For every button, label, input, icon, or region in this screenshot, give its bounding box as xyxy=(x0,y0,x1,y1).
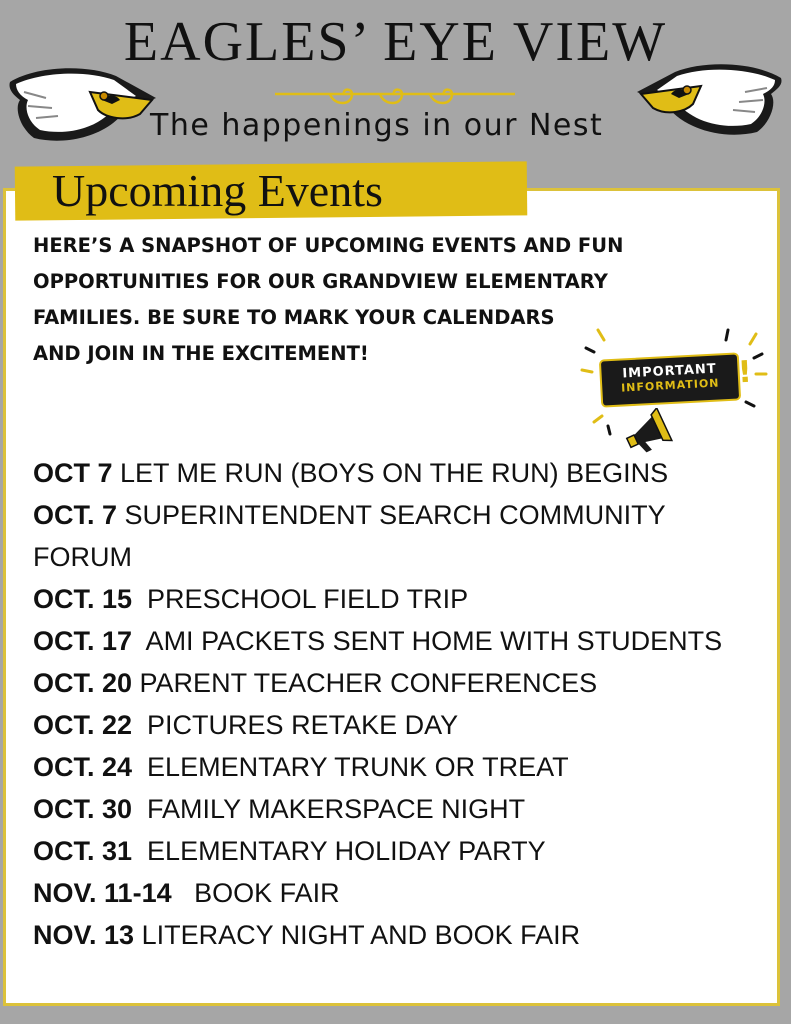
newsletter-tagline: The happenings in our Nest xyxy=(150,108,604,143)
event-name: AMI PACKETS SENT HOME WITH STUDENTS xyxy=(132,626,723,656)
event-name: PARENT TEACHER CONFERENCES xyxy=(132,668,598,698)
event-name: PRESCHOOL FIELD TRIP xyxy=(132,584,469,614)
event-date: OCT. 7 xyxy=(33,500,118,530)
intro-line: HERE’S A SNAPSHOT OF UPCOMING EVENTS AND FUN xyxy=(33,234,624,257)
event-item xyxy=(33,452,753,494)
event-name: SUPERINTENDENT SEARCH COMMUNITY FORUM xyxy=(33,500,673,572)
event-item xyxy=(33,578,753,620)
event-date: NOV. 13 xyxy=(33,920,135,950)
event-item xyxy=(33,872,753,914)
event-date: OCT. 20 xyxy=(33,668,133,698)
event-item xyxy=(33,914,753,956)
intro-line: FAMILIES. BE SURE TO MARK YOUR CALENDARS xyxy=(33,306,555,329)
important-badge xyxy=(599,352,753,407)
event-name: ELEMENTARY HOLIDAY PARTY xyxy=(132,836,546,866)
badge-line-2: INFORMATION xyxy=(620,376,720,395)
event-date: OCT. 24 xyxy=(33,752,133,782)
event-date: OCT. 31 xyxy=(33,836,133,866)
eagle-mascot-icon xyxy=(6,62,158,146)
event-item xyxy=(33,746,753,788)
eagle-mascot-icon xyxy=(635,58,785,140)
event-name: FAMILY MAKERSPACE NIGHT xyxy=(132,794,526,824)
events-list xyxy=(33,452,753,956)
event-item xyxy=(33,788,753,830)
event-date: OCT. 15 xyxy=(33,584,133,614)
event-date: OCT. 17 xyxy=(33,626,133,656)
event-item xyxy=(33,494,753,578)
event-date: OCT 7 xyxy=(33,458,113,488)
event-name: LET ME RUN (BOYS ON THE RUN) BEGINS xyxy=(112,458,669,488)
event-item xyxy=(33,830,753,872)
event-date: OCT. 30 xyxy=(33,794,133,824)
event-item xyxy=(33,620,753,662)
event-item xyxy=(33,704,753,746)
event-date: OCT. 22 xyxy=(33,710,133,740)
event-item xyxy=(33,662,753,704)
megaphone-icon xyxy=(622,408,682,454)
event-name: BOOK FAIR xyxy=(171,878,340,908)
event-name: PICTURES RETAKE DAY xyxy=(132,710,459,740)
section-heading: Upcoming Events xyxy=(52,165,383,216)
event-name: ELEMENTARY TRUNK OR TREAT xyxy=(132,752,569,782)
intro-line: AND JOIN IN THE EXCITEMENT! xyxy=(33,342,369,365)
event-name: LITERACY NIGHT AND BOOK FAIR xyxy=(134,920,581,950)
newsletter-title: EAGLES’ EYE VIEW xyxy=(123,11,668,73)
decorative-flourish xyxy=(270,82,520,110)
badge-line-1: IMPORTANT xyxy=(621,361,718,382)
intro-line: OPPORTUNITIES FOR OUR GRANDVIEW ELEMENTARY xyxy=(33,270,608,293)
event-date: NOV. 11-14 xyxy=(33,878,172,908)
important-information-graphic xyxy=(578,326,770,456)
exclamation-mark: ! xyxy=(737,354,753,391)
